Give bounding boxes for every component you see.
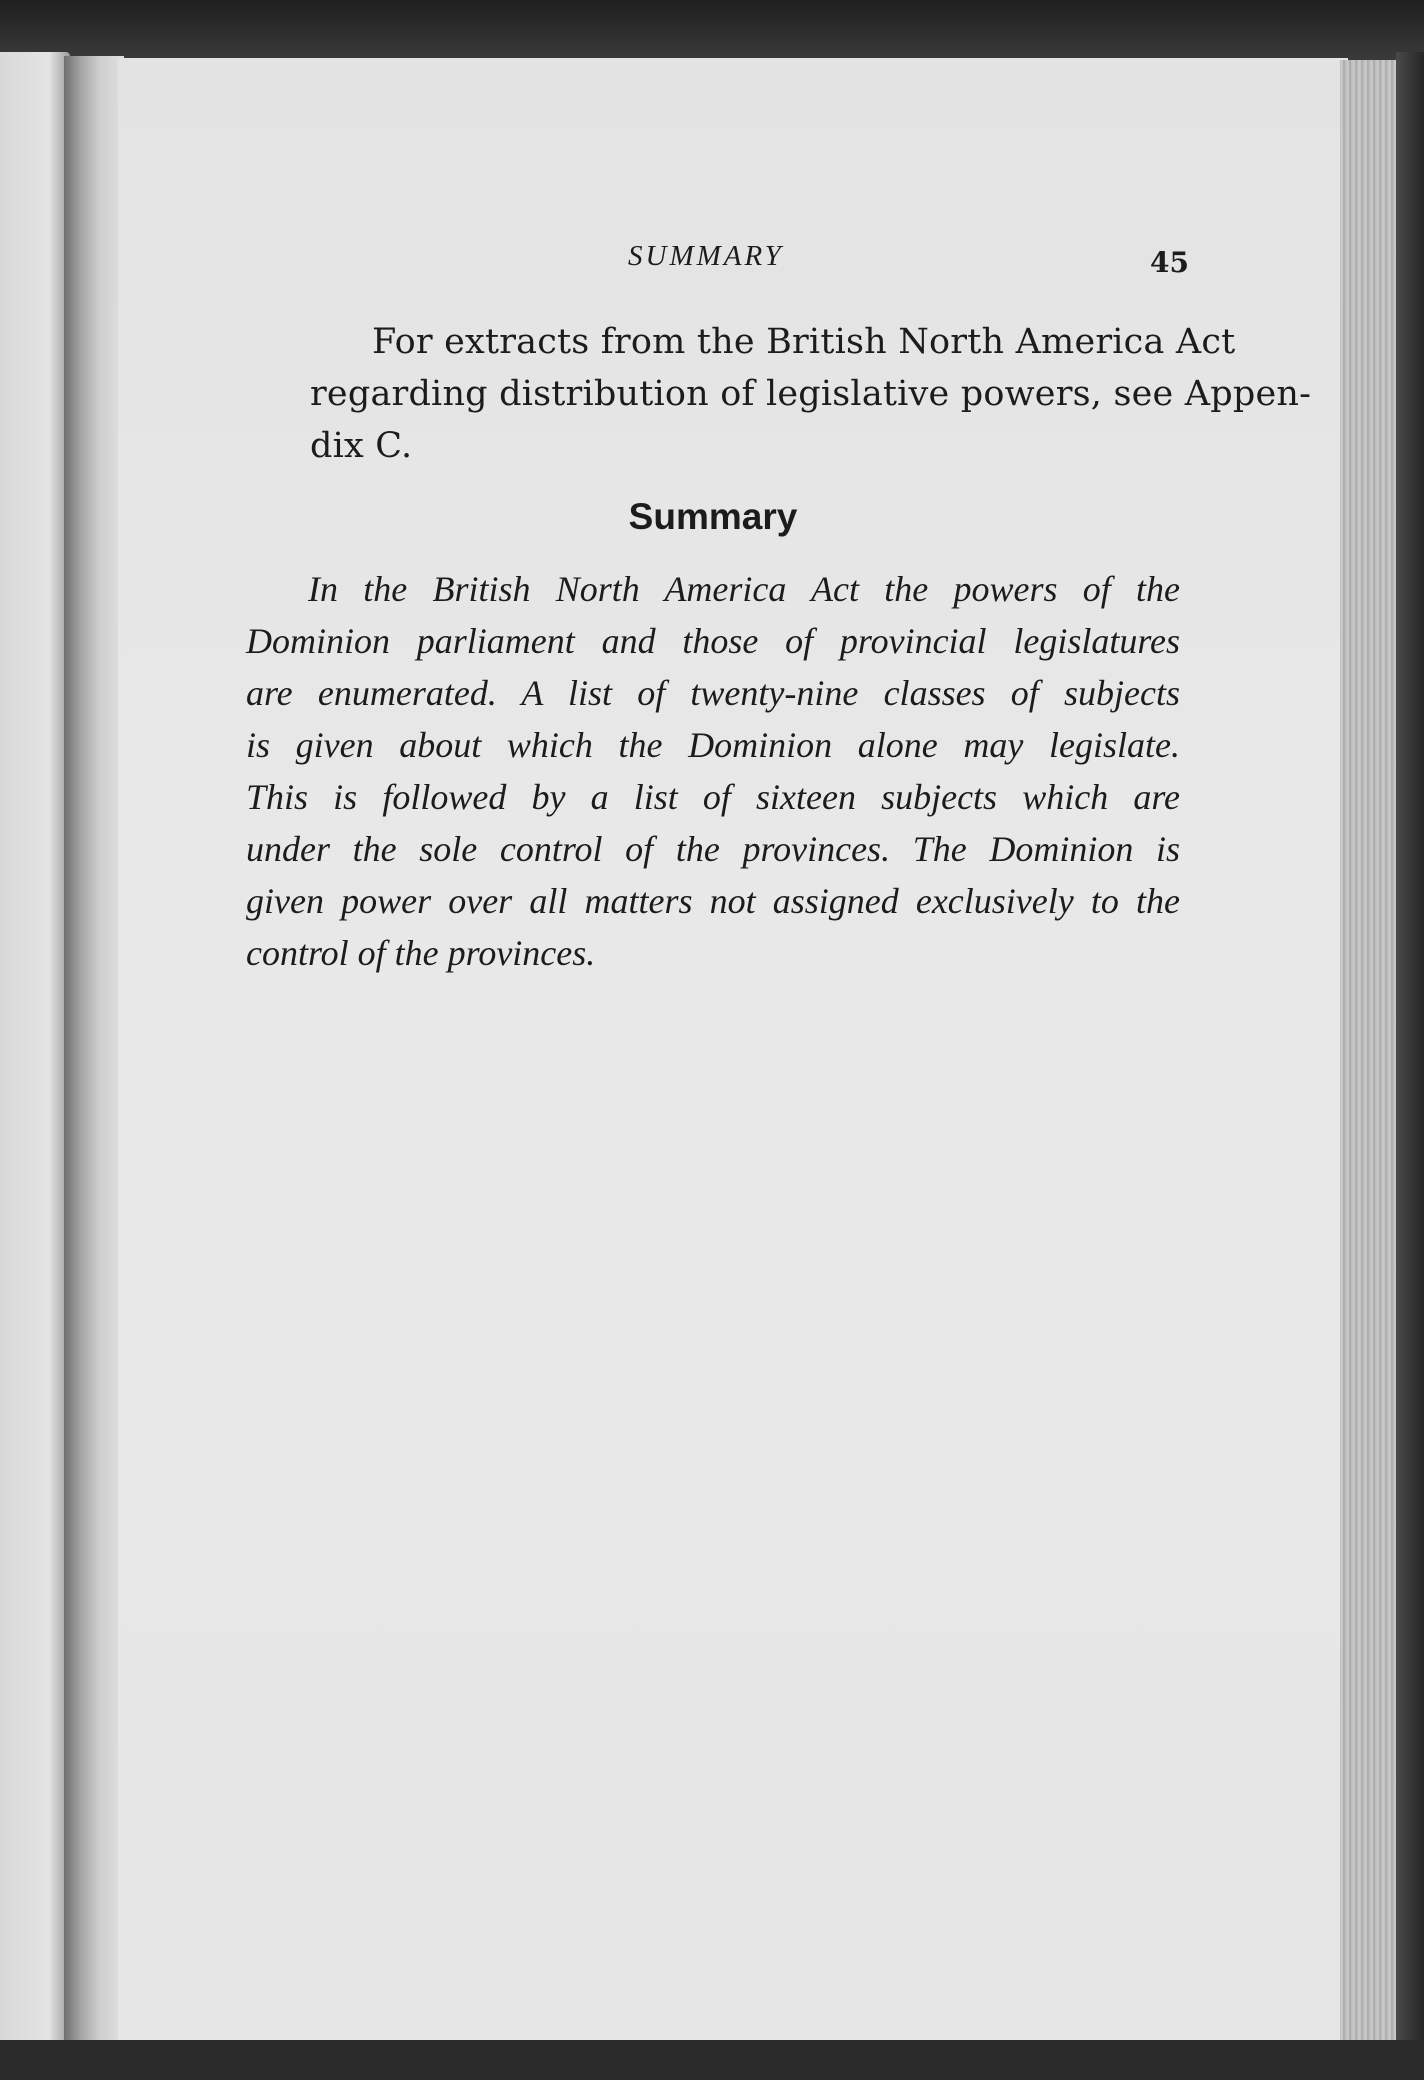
background-top [0,0,1424,60]
background-bottom [0,2040,1424,2080]
intro-line: regarding distribution of legislative powers, see Appen- [310,374,1312,414]
summary-line: In the British North America Act the powers of the [308,569,1180,609]
section-heading: Summary [628,496,798,537]
intro-line: For extracts from the British North America Act [372,322,1236,362]
book-cover-edge [1396,52,1424,2080]
page-number: 45 [1150,246,1189,279]
intro-line: dix C. [310,426,413,466]
summary-line: is given about which the Dominion alone may legislate. [246,725,1180,765]
summary-line: control of the provinces. [246,933,596,973]
summary-line: Dominion parliament and those of provincial legislatures [246,621,1180,661]
book-gutter [64,56,124,2056]
summary-line: are enumerated. A list of twenty-nine classes of subjects [246,673,1180,713]
summary-line: given power over all matters not assigned exclusively to the [246,881,1180,921]
summary-paragraph [246,563,1180,979]
summary-line: under the sole control of the provinces. The Dominion is [246,829,1180,869]
left-facing-page [0,52,70,2052]
running-head-title: SUMMARY [628,240,784,272]
summary-line: This is followed by a list of sixteen subjects which are [246,777,1180,817]
intro-paragraph [248,316,1312,472]
